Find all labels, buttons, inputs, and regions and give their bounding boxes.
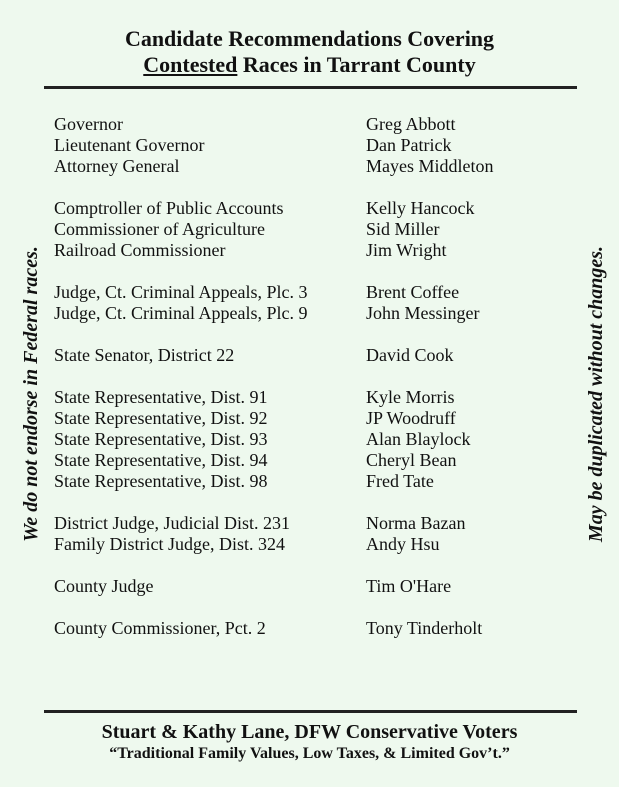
candidate-name: JP Woodruff	[366, 408, 456, 428]
candidate-name: Alan Blaylock	[366, 429, 471, 449]
race-row	[54, 303, 554, 324]
top-divider	[44, 86, 577, 89]
office-name: State Representative, Dist. 93	[54, 429, 268, 449]
race-row	[54, 114, 554, 135]
title-line-2	[0, 52, 619, 78]
candidate-name: Norma Bazan	[366, 513, 466, 533]
candidate-name: Dan Patrick	[366, 135, 452, 155]
group-spacer	[54, 261, 554, 282]
race-row	[54, 387, 554, 408]
group-spacer	[54, 324, 554, 345]
race-row	[54, 450, 554, 471]
candidate-name: Tony Tinderholt	[366, 618, 483, 638]
candidate-name: Andy Hsu	[366, 534, 440, 554]
footer-motto: “Traditional Family Values, Low Taxes, & Limited Gov’t.”	[109, 745, 510, 762]
candidate-name: Brent Coffee	[366, 282, 460, 302]
race-row	[54, 576, 554, 597]
office-name: County Judge	[54, 576, 154, 596]
race-row	[54, 219, 554, 240]
candidate-name: John Messinger	[366, 303, 480, 323]
candidate-name: Sid Miller	[366, 219, 440, 239]
office-name: Judge, Ct. Criminal Appeals, Plc. 3	[54, 282, 308, 302]
group-spacer	[54, 597, 554, 618]
title-underlined-word: Contested	[143, 52, 238, 77]
office-name: Judge, Ct. Criminal Appeals, Plc. 9	[54, 303, 308, 323]
candidate-name: David Cook	[366, 345, 454, 365]
footer	[0, 720, 619, 764]
candidate-name: Greg Abbott	[366, 114, 456, 134]
candidate-name: Kyle Morris	[366, 387, 455, 407]
footer-names: Stuart & Kathy Lane, DFW Conservative Voters	[101, 721, 518, 743]
office-name: Comptroller of Public Accounts	[54, 198, 284, 218]
right-side-note: May be duplicated without changes.	[585, 245, 607, 543]
race-row	[54, 345, 554, 366]
race-row	[54, 471, 554, 492]
candidate-name: Cheryl Bean	[366, 450, 457, 470]
group-spacer	[54, 492, 554, 513]
race-row	[54, 198, 554, 219]
race-row	[54, 156, 554, 177]
title-line-2-rest: Races in Tarrant County	[237, 52, 476, 77]
office-name: District Judge, Judicial Dist. 231	[54, 513, 290, 533]
race-row	[54, 135, 554, 156]
office-name: State Representative, Dist. 92	[54, 408, 268, 428]
race-row	[54, 534, 554, 555]
group-spacer	[54, 366, 554, 387]
race-row	[54, 618, 554, 639]
office-name: Railroad Commissioner	[54, 240, 226, 260]
race-row	[54, 429, 554, 450]
office-name: Family District Judge, Dist. 324	[54, 534, 285, 554]
race-row	[54, 240, 554, 261]
candidate-name: Kelly Hancock	[366, 198, 475, 218]
race-row	[54, 282, 554, 303]
title-line-1: Candidate Recommendations Covering	[124, 26, 495, 51]
page-title	[0, 26, 619, 78]
candidate-name: Fred Tate	[366, 471, 434, 491]
race-row	[54, 408, 554, 429]
office-name: State Representative, Dist. 98	[54, 471, 268, 491]
office-name: State Representative, Dist. 94	[54, 450, 268, 470]
candidate-name: Tim O'Hare	[366, 576, 452, 596]
office-name: Commissioner of Agriculture	[54, 219, 265, 239]
group-spacer	[54, 177, 554, 198]
recommendation-list	[54, 114, 554, 639]
bottom-divider	[44, 710, 577, 713]
office-name: Governor	[54, 114, 123, 134]
office-name: County Commissioner, Pct. 2	[54, 618, 266, 638]
race-row	[54, 513, 554, 534]
candidate-name: Jim Wright	[366, 240, 447, 260]
group-spacer	[54, 555, 554, 576]
office-name: State Representative, Dist. 91	[54, 387, 268, 407]
candidate-name: Mayes Middleton	[366, 156, 494, 176]
office-name: Lieutenant Governor	[54, 135, 205, 155]
office-name: Attorney General	[54, 156, 180, 176]
left-side-note: We do not endorse in Federal races.	[20, 246, 42, 542]
office-name: State Senator, District 22	[54, 345, 235, 365]
